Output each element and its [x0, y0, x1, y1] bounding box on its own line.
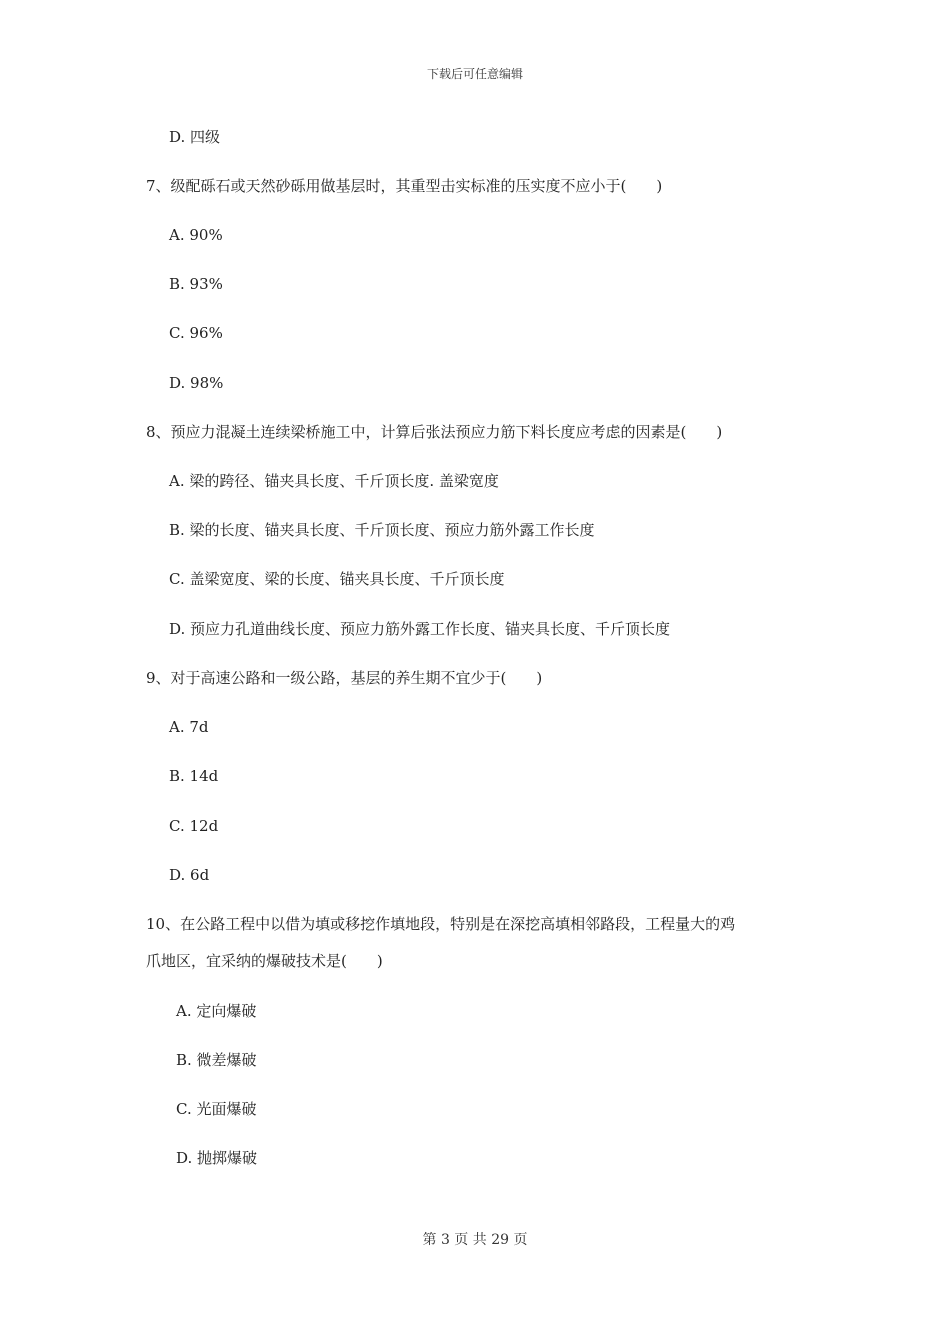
question-7-stem: 7、级配砾石或天然砂砾用做基层时，其重型击实标准的压实度不应小于( ): [146, 177, 663, 195]
question-8-stem: 8、预应力混凝土连续梁桥施工中，计算后张法预应力筋下料长度应考虑的因素是( ): [146, 423, 723, 441]
question-9-stem: 9、对于高速公路和一级公路，基层的养生期不宜少于( ): [146, 669, 543, 687]
question-9-option-c: C. 12d: [169, 817, 219, 835]
question-9-option-a: A. 7d: [169, 718, 209, 736]
question-10-option-b: B. 微差爆破: [176, 1051, 257, 1069]
question-8-option-d: D. 预应力孔道曲线长度、预应力筋外露工作长度、锚夹具长度、千斤顶长度: [169, 620, 671, 638]
question-8-option-c: C. 盖梁宽度、梁的长度、锚夹具长度、千斤顶长度: [169, 570, 505, 588]
question-10-option-d: D. 抛掷爆破: [176, 1149, 258, 1167]
question-10-option-c: C. 光面爆破: [176, 1100, 257, 1118]
question-10-stem-line-1: 10、在公路工程中以借为填或移挖作填地段，特别是在深挖高填相邻路段，工程量大的鸡: [146, 915, 736, 933]
question-7-option-a: A. 90%: [169, 226, 223, 244]
question-7-option-b: B. 93%: [169, 275, 223, 293]
question-7-option-c: C. 96%: [169, 324, 223, 342]
question-8-option-b: B. 梁的长度、锚夹具长度、千斤顶长度、预应力筋外露工作长度: [169, 521, 595, 539]
question-7-option-d: D. 98%: [169, 374, 224, 392]
question-10-option-a: A. 定向爆破: [176, 1002, 257, 1020]
question-10-stem-line-2: 爪地区，宜采纳的爆破技术是( ): [146, 952, 383, 970]
page-footer: 第 3 页 共 29 页: [422, 1232, 528, 1248]
question-9-option-d: D. 6d: [169, 866, 210, 884]
question-8-option-a: A. 梁的跨径、锚夹具长度、千斤顶长度. 盖梁宽度: [169, 472, 499, 490]
prev-question-option-d: D. 四级: [169, 128, 221, 146]
question-9-option-b: B. 14d: [169, 767, 219, 785]
page-header: 下载后可任意编辑: [426, 67, 523, 81]
